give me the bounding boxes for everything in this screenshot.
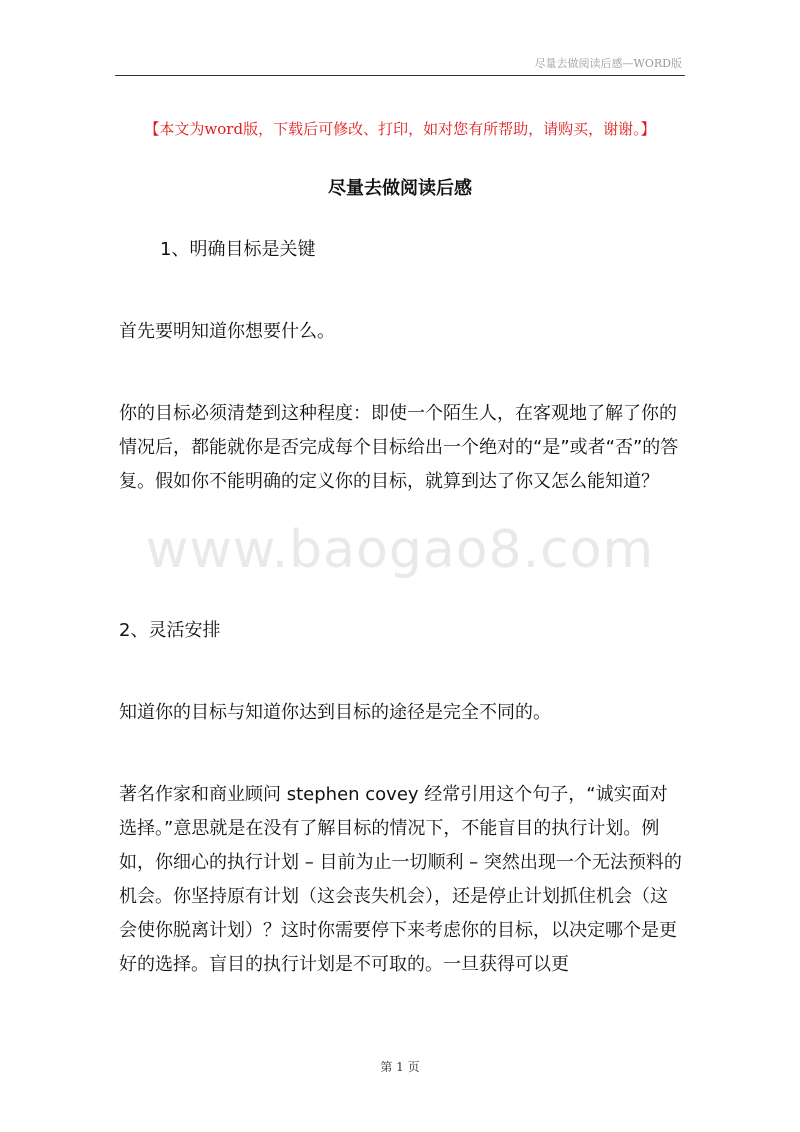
section-heading-2: 2、灵活安排 xyxy=(119,620,221,641)
purchase-notice: 【本文为word版，下载后可修改、打印，如对您有所帮助，请购买，谢谢。】 xyxy=(144,120,656,138)
site-watermark: www.baogao8.com xyxy=(145,520,655,580)
running-header-title: 尽量去做阅读后感—WORD版 xyxy=(534,57,682,70)
document-title: 尽量去做阅读后感 xyxy=(328,178,472,199)
paragraph-4: 著名作家和商业顾问 stephen covey 经常引用这个句子，“诚实面对选择。”意思就是在没有了解目标的情况下，不能盲目的执行计划。例如，你细心的执行计划 – 目前为止一切顺利 – 突然出现一个无法预料的机会。你坚持原有计划（这会丧失机会），还是停止计划抓住机会（这会使你脱离计划）？这时你需要停下来考虑你的目标，以决定哪个是更好的选择。盲目的执行计划是不可取的。一旦获得可以更 xyxy=(119,784,682,975)
section-heading-1: 1、明确目标是关键 xyxy=(160,239,316,260)
paragraph-1: 首先要明知道你想要什么。 xyxy=(119,321,335,342)
header-divider xyxy=(115,75,685,76)
paragraph-2: 你的目标必须清楚到这种程度：即使一个陌生人，在客观地了解了你的情况后，都能就你是否完成每个目标给出一个绝对的“是”或者“否”的答复。假如你不能明确的定义你的目标，就算到达了你又怎么能知道？ xyxy=(119,403,679,492)
page-number: 第 1 页 xyxy=(380,1060,420,1074)
paragraph-3: 知道你的目标与知道你达到目标的途径是完全不同的。 xyxy=(119,702,551,723)
